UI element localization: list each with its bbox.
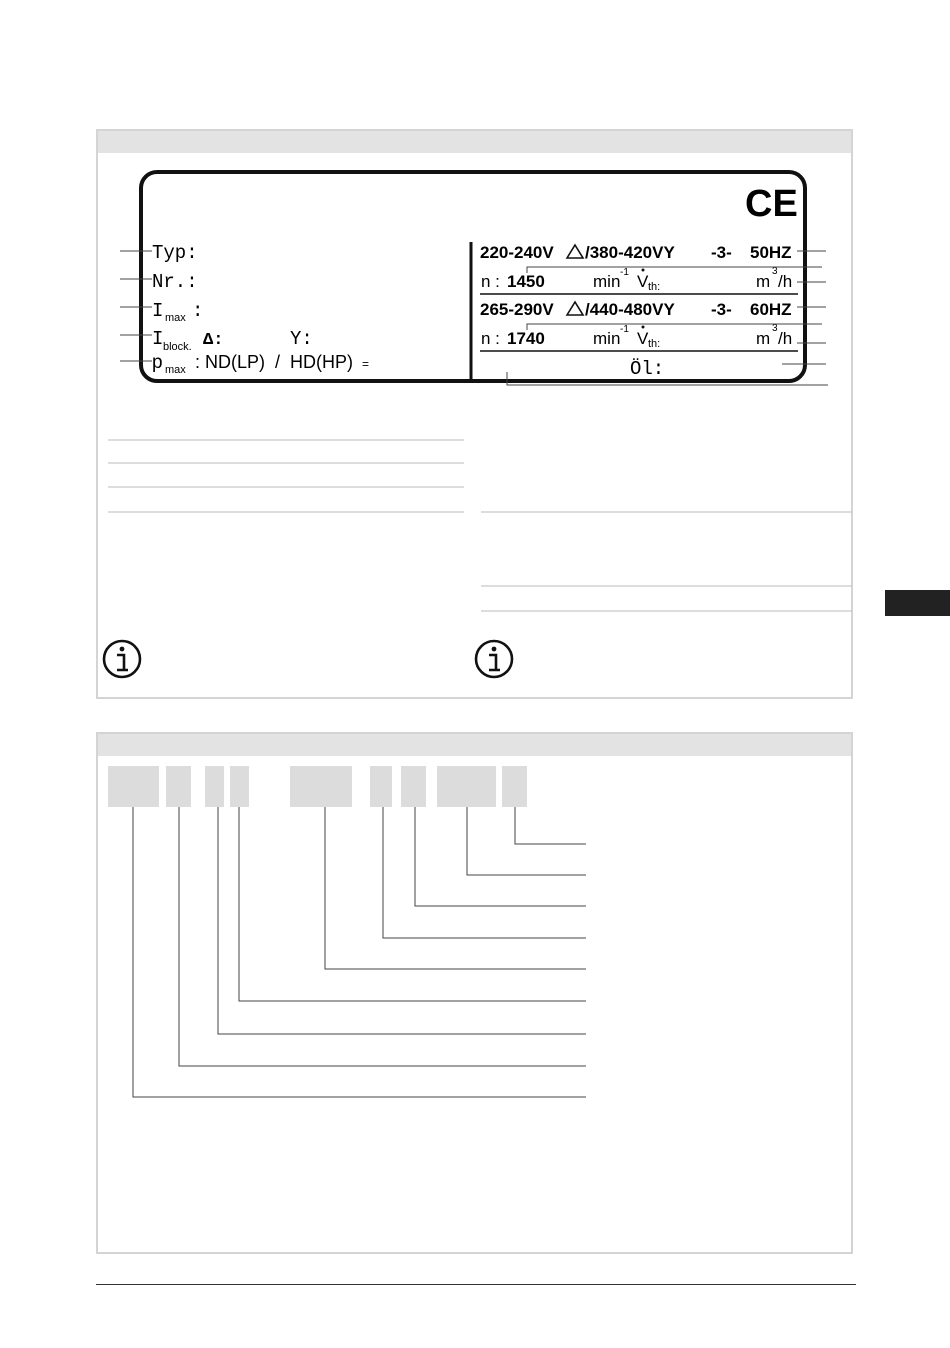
row2-speed: 1450: [507, 272, 545, 291]
row3-wiring: /440-480VY: [585, 300, 675, 319]
imax-label-colon: :: [192, 300, 204, 322]
row4-v-label: V: [637, 329, 649, 348]
row2-min-exponent: -1: [620, 267, 629, 278]
pmax-label-p: p: [152, 352, 163, 373]
row1-frequency: 50HZ: [750, 243, 792, 262]
row1-phase: -3-: [711, 243, 732, 262]
row3-phase: -3-: [711, 300, 732, 319]
row4-min-exponent: -1: [620, 324, 629, 335]
imax-label-i: I: [152, 300, 164, 322]
code-box-8: [437, 766, 496, 807]
info-icon: [104, 641, 140, 677]
row2-v-sub: th:: [648, 281, 661, 293]
row3-voltage: 265-290V: [480, 300, 554, 319]
row4-unit-h: /h: [778, 329, 793, 348]
row4-unit-exponent: 3: [772, 323, 778, 334]
row4-v-dot: [642, 326, 645, 329]
code-leader-3: [218, 807, 586, 1034]
code-box-6: [370, 766, 392, 807]
row1-delta-icon: [567, 245, 583, 258]
code-box-5: [290, 766, 352, 807]
nr-label: Nr.:: [152, 271, 198, 293]
code-box-3: [205, 766, 224, 807]
pmax-label-eq: =: [362, 357, 370, 371]
iblock-label-i: I: [152, 328, 164, 350]
code-box-2: [166, 766, 191, 807]
row4-unit-m: m: [756, 329, 771, 348]
oil-label: Öl:: [630, 358, 665, 380]
imax-label-sub: max: [165, 312, 186, 324]
pmax-label-text: : ND(LP) / HD(HP): [195, 352, 354, 372]
row1-wiring: /380-420VY: [585, 243, 675, 262]
code-leader-1: [133, 807, 586, 1097]
code-box-7: [401, 766, 426, 807]
code-leader-4: [239, 807, 586, 1001]
row2-v-dot: [642, 269, 645, 272]
iblock-label-sub: block.: [163, 341, 192, 353]
code-leader-7: [415, 807, 586, 906]
row3-frequency: 60HZ: [750, 300, 792, 319]
iblock-y-label: Y:: [290, 328, 313, 350]
row2-v-label: V: [637, 272, 649, 291]
info-icon: [476, 641, 512, 677]
row3-delta-icon: [567, 302, 583, 315]
nameplate-outline: [141, 172, 805, 381]
typ-label: Typ:: [152, 242, 198, 264]
code-leader-5: [325, 807, 586, 969]
row4-v-sub: th:: [648, 338, 661, 350]
code-box-9: [502, 766, 527, 807]
row2-min-unit: min: [593, 272, 621, 291]
row2-unit-m: m: [756, 272, 771, 291]
iblock-delta-label: Δ:: [203, 331, 224, 350]
code-leader-9: [515, 807, 586, 844]
pmax-label-sub: max: [165, 364, 186, 376]
row2-unit-h: /h: [778, 272, 793, 291]
row4-min-unit: min: [593, 329, 621, 348]
code-leader-8: [467, 807, 586, 875]
ce-mark: CE: [745, 183, 798, 225]
code-leader-6: [383, 807, 586, 938]
code-box-4: [230, 766, 249, 807]
row2-unit-exponent: 3: [772, 266, 778, 277]
row1-voltage: 220-240V: [480, 243, 554, 262]
oil-leader: [507, 372, 828, 385]
row2-n-label: n :: [481, 272, 500, 291]
row4-n-label: n :: [481, 329, 500, 348]
row4-speed: 1740: [507, 329, 545, 348]
code-box-1: [108, 766, 159, 807]
